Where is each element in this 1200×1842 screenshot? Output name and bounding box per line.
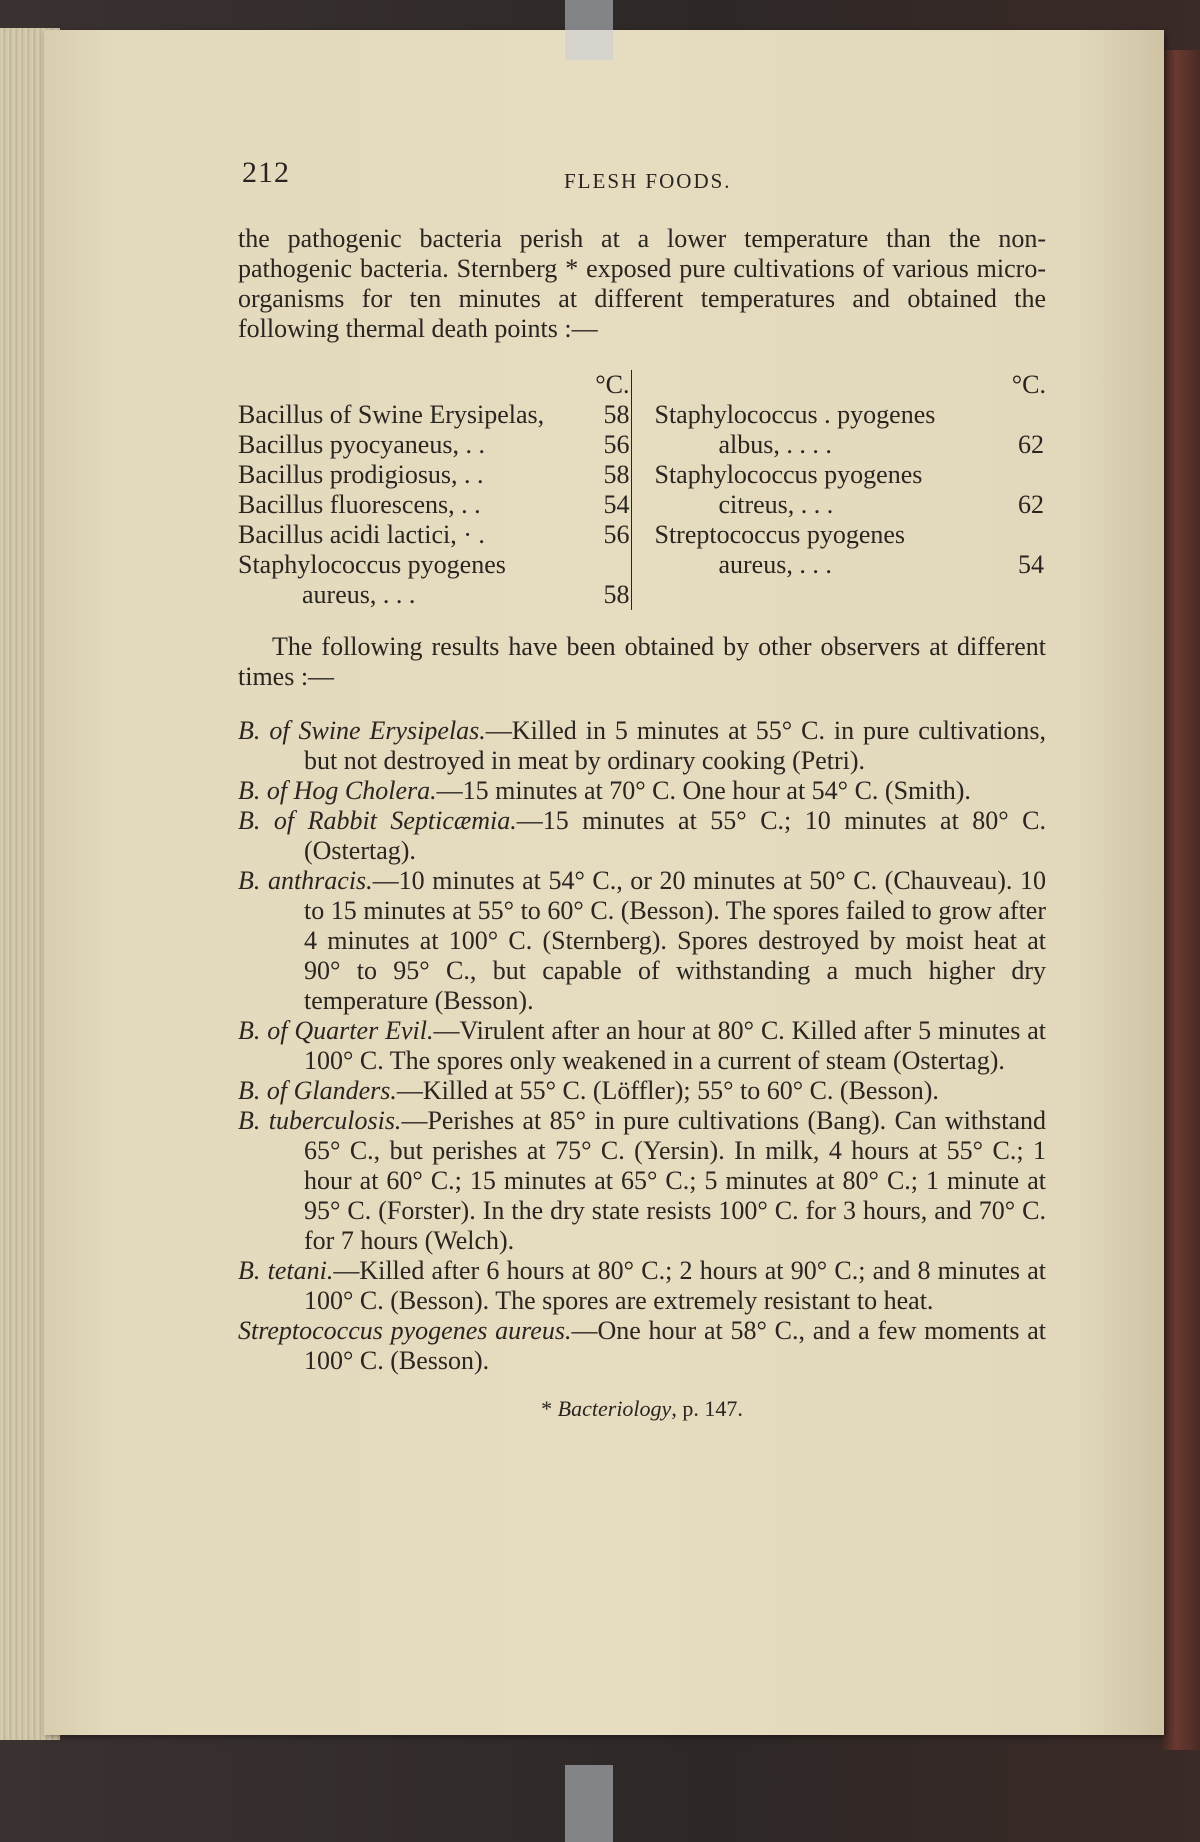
result-text: —Perishes at 85° in pure cultivations (Bang). Can withstand 65° C., but perishes at 75° C. (Yersin). In milk, 4 hours at 55° C.; 1 hour at 60° C.; 15 minutes at 65° C.; 5 minutes at 80° C.; 1 minute at 95° C. (Forster). In the dry state resists 100° C. for 3 hours, and 70° C. for 7 hours (Welch). bbox=[304, 1106, 1046, 1255]
unit-label-left: °C. bbox=[595, 370, 630, 399]
death-temperature: 54 bbox=[1018, 550, 1044, 579]
tape-bottom bbox=[565, 1765, 613, 1842]
result-text: —Killed at 55° C. (Löffler); 55° to 60° C. (Besson). bbox=[396, 1076, 939, 1105]
organism-name: citreus, . . . bbox=[718, 490, 834, 519]
footnote-marker: * bbox=[541, 1396, 558, 1421]
thermal-death-table bbox=[238, 370, 1046, 610]
table-row bbox=[654, 460, 1046, 490]
table-row bbox=[238, 460, 631, 490]
death-temperature: 62 bbox=[1018, 490, 1044, 519]
death-temperature: 54 bbox=[603, 490, 630, 519]
intro-paragraph: the pathogenic bacteria perish at a lower temperature than the non-pathogenic bacteria. Sternberg * exposed pure cultivations of various micro-organisms for ten minutes at different temperatures and obtained the following thermal death points :— bbox=[238, 224, 1046, 343]
result-entry bbox=[238, 1076, 1046, 1106]
organism-label: B. of Glanders. bbox=[238, 1076, 397, 1105]
organism-label: B. tetani. bbox=[238, 1256, 334, 1285]
organism-name: Staphylococcus pyogenes bbox=[654, 460, 923, 489]
death-temperature: 56 bbox=[603, 520, 630, 549]
tape-top bbox=[565, 0, 613, 60]
result-text: —One hour at 58° C., and a few moments at 100° C. (Besson). bbox=[304, 1316, 1046, 1375]
table-row bbox=[654, 550, 1046, 580]
page-number: 212 bbox=[242, 156, 290, 189]
organism-label: Streptococcus pyogenes aureus. bbox=[238, 1316, 572, 1345]
table-row bbox=[654, 520, 1046, 550]
organism-name: Bacillus acidi lactici, · . bbox=[238, 520, 485, 549]
table-row bbox=[238, 520, 631, 550]
footnote-rest: , p. 147. bbox=[671, 1396, 743, 1421]
result-entry bbox=[238, 716, 1046, 776]
book-spine-edge bbox=[1160, 50, 1200, 1750]
organism-name: Bacillus prodigiosus, . . bbox=[238, 460, 484, 489]
organism-name: aureus, . . . bbox=[718, 550, 832, 579]
death-temperature bbox=[629, 550, 631, 580]
organism-label: B. tuberculosis. bbox=[238, 1106, 402, 1135]
table-row bbox=[654, 490, 1046, 520]
death-temperature bbox=[1044, 400, 1046, 430]
table-row bbox=[238, 580, 631, 610]
organism-name: Bacillus fluorescens, . . bbox=[238, 490, 481, 519]
page-content bbox=[238, 150, 1046, 1424]
unit-label-right: °C. bbox=[1011, 370, 1046, 399]
result-entry bbox=[238, 806, 1046, 866]
result-entry bbox=[238, 1016, 1046, 1076]
table-row bbox=[238, 550, 631, 580]
result-text: —Killed in 5 minutes at 55° C. in pure cultivations, but not destroyed in meat by ordinary cooking (Petri). bbox=[304, 716, 1047, 775]
organism-label: B. of Hog Cholera. bbox=[238, 776, 437, 805]
death-temperature: 58 bbox=[603, 580, 630, 609]
result-text: —15 minutes at 70° C. One hour at 54° C. (Smith). bbox=[436, 776, 971, 805]
result-entry bbox=[238, 866, 1046, 1016]
result-text: —10 minutes at 54° C., or 20 minutes at 50° C. (Chauveau). 10 to 15 minutes at 55° to 60° C. (Besson). The spores failed to grow after 4 minutes at 100° C. (Sternberg). Spores destroyed by moist heat at 90° to 95° C., but capable of withstanding a much higher dry temperature (Besson). bbox=[304, 866, 1046, 1015]
result-entry bbox=[238, 1316, 1046, 1376]
death-temperature: 62 bbox=[1018, 430, 1044, 459]
result-entry bbox=[238, 1106, 1046, 1256]
footnote-title: Bacteriology bbox=[557, 1396, 672, 1421]
death-temperature bbox=[1044, 520, 1046, 550]
death-temperature: 58 bbox=[603, 400, 630, 429]
organism-name: albus, . . . . bbox=[718, 430, 832, 459]
organism-label: B. of Rabbit Septicæmia. bbox=[238, 806, 517, 835]
results-list bbox=[238, 716, 1046, 1376]
organism-name: Bacillus of Swine Erysipelas, bbox=[238, 400, 545, 429]
running-title: FLESH FOODS. bbox=[564, 169, 732, 193]
organism-name: Staphylococcus . pyogenes bbox=[654, 400, 936, 429]
table-row bbox=[654, 400, 1046, 430]
result-text: —15 minutes at 55° C.; 10 minutes at 80° C. (Ostertag). bbox=[304, 806, 1047, 865]
table-row bbox=[654, 430, 1046, 460]
organism-label: B. of Swine Erysipelas. bbox=[238, 716, 486, 745]
table-left-column bbox=[238, 370, 632, 610]
organism-name: Staphylococcus pyogenes bbox=[238, 550, 506, 579]
organism-name: Bacillus pyocyaneus, . . bbox=[238, 430, 485, 459]
table-row bbox=[238, 430, 631, 460]
organism-name: aureus, . . . bbox=[302, 580, 416, 609]
death-temperature bbox=[1044, 460, 1046, 490]
table-row bbox=[238, 400, 631, 430]
death-temperature: 56 bbox=[603, 430, 630, 459]
footnote bbox=[238, 1394, 1046, 1424]
result-text: —Killed after 6 hours at 80° C.; 2 hours at 90° C.; and 8 minutes at 100° C. (Besson). The spores are extremely resistant to heat. bbox=[304, 1256, 1047, 1315]
organism-name: Streptococcus pyogenes bbox=[654, 520, 906, 549]
running-head bbox=[238, 150, 1046, 200]
organism-label: B. anthracis. bbox=[238, 866, 373, 895]
death-temperature: 58 bbox=[603, 460, 630, 489]
result-entry bbox=[238, 776, 1046, 806]
table-right-column bbox=[632, 370, 1046, 610]
result-text: —Virulent after an hour at 80° C. Killed after 5 minutes at 100° C. The spores only weakened in a current of steam (Ostertag). bbox=[304, 1016, 1046, 1075]
organism-label: B. of Quarter Evil. bbox=[238, 1016, 434, 1045]
result-entry bbox=[238, 1256, 1046, 1316]
table-row bbox=[238, 490, 631, 520]
following-paragraph: The following results have been obtained by other observers at different times :— bbox=[238, 632, 1046, 691]
